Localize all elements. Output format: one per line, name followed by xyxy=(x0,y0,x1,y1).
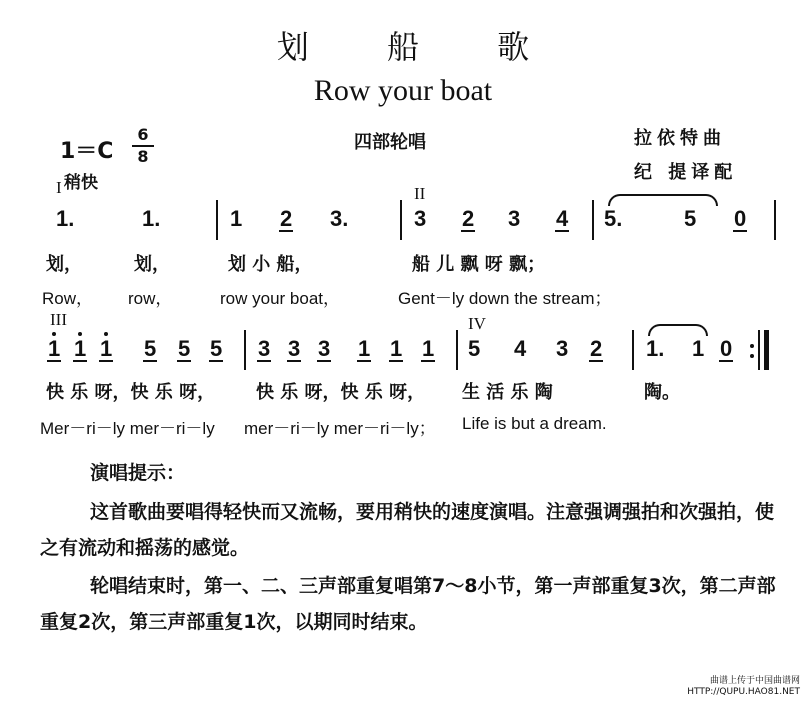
lyric-zh-6: 快 乐 呀，快 乐 呀， xyxy=(256,382,426,403)
note: 3 xyxy=(258,336,271,361)
lyric-en-5: Mer－ri－ly mer－ri－ly xyxy=(40,419,215,438)
note: 5 xyxy=(178,336,191,361)
lyric-zh-5: 快 乐 呀，快 乐 呀， xyxy=(46,382,216,403)
note: 1 xyxy=(74,336,87,361)
repeat-dot xyxy=(750,354,754,358)
part-marker-3: III xyxy=(50,310,67,329)
note: 1. xyxy=(646,336,665,361)
tie-arc xyxy=(608,194,718,206)
lyric-en-7: Life is but a dream. xyxy=(462,414,607,433)
lyric-en-3: row your boat， xyxy=(220,289,340,308)
performance-form: 四部轮唱 xyxy=(354,132,426,153)
note: 1 xyxy=(230,206,243,231)
lyric-zh-7: 生 活 乐 陶 xyxy=(462,382,553,403)
barline xyxy=(216,200,218,240)
note: 0 xyxy=(720,336,733,361)
barline xyxy=(244,330,246,370)
tips-paragraph-1: 这首歌曲要唱得轻快而又流畅，要用稍快的速度演唱。注意强调强拍和次强拍，使之有流动和摇荡的感觉。 xyxy=(40,501,775,559)
note: 4 xyxy=(514,336,527,361)
barline xyxy=(456,330,458,370)
note: 5 xyxy=(144,336,157,361)
lyric-zh-4: 船 儿 飘 呀 飘； xyxy=(412,254,546,275)
note: 1 xyxy=(422,336,435,361)
watermark-line-2: HTTP://QUPU.HAO81.NET xyxy=(687,687,800,697)
lyric-zh-2: 划， xyxy=(134,254,170,275)
lyric-en-1: Row， xyxy=(42,289,94,308)
note: 3 xyxy=(556,336,569,361)
barline xyxy=(774,200,776,240)
meter-numerator: 6 xyxy=(137,125,149,144)
lyric-en-6: mer－ri－ly mer－ri－ly； xyxy=(244,419,436,438)
time-signature xyxy=(132,126,154,166)
watermark-line-1: 曲谱上传于中国曲谱网 xyxy=(709,676,800,686)
note: 3. xyxy=(330,206,349,231)
lyric-zh-3: 划 小 船， xyxy=(228,254,313,275)
note: 5. xyxy=(604,206,623,231)
site-watermark xyxy=(687,676,800,698)
note: 4 xyxy=(556,206,569,231)
composer-credit: 拉依特曲 xyxy=(634,128,726,149)
note: 0 xyxy=(734,206,747,231)
note: 2 xyxy=(590,336,603,361)
note: 2 xyxy=(462,206,475,231)
lyric-en-2: row， xyxy=(128,289,173,308)
tips-heading: 演唱提示： xyxy=(90,462,186,484)
notation-line-1 xyxy=(44,200,786,240)
barline xyxy=(592,200,594,240)
barline xyxy=(400,200,402,240)
part-marker-2: II xyxy=(414,184,426,203)
note: 1 xyxy=(692,336,705,361)
final-barline xyxy=(764,330,769,370)
note: 3 xyxy=(318,336,331,361)
note: 3 xyxy=(508,206,521,231)
note: 3 xyxy=(414,206,427,231)
note: 5 xyxy=(468,336,481,361)
notation-line-2 xyxy=(44,330,786,370)
tie-arc xyxy=(648,324,708,336)
note: 1 xyxy=(358,336,371,361)
lyric-zh-8: 陶。 xyxy=(644,382,680,403)
meter-denominator: 8 xyxy=(137,147,149,166)
note: 5 xyxy=(210,336,223,361)
note: 3 xyxy=(288,336,301,361)
part-marker-1: I xyxy=(56,178,62,197)
arranger-credit: 纪 提译配 xyxy=(634,162,738,183)
song-title-chinese: 划 船 歌 xyxy=(276,28,564,66)
key-signature: 1＝C xyxy=(60,139,114,164)
note: 1 xyxy=(100,336,113,361)
note: 1. xyxy=(56,206,75,231)
note: 2 xyxy=(280,206,293,231)
note: 1 xyxy=(48,336,61,361)
note: 1. xyxy=(142,206,161,231)
barline xyxy=(758,330,760,370)
note: 1 xyxy=(390,336,403,361)
barline xyxy=(632,330,634,370)
lyric-zh-1: 划， xyxy=(46,254,82,275)
repeat-dot xyxy=(750,344,754,348)
tempo-marking: 稍快 xyxy=(64,173,98,193)
note: 5 xyxy=(684,206,697,231)
lyric-en-4: Gent－ly down the stream； xyxy=(398,289,612,308)
part-marker-4: IV xyxy=(468,314,486,333)
tips-paragraph-2: 轮唱结束时，第一、二、三声部重复唱第7～8小节，第一声部重复3次，第二声部重复2次，第三声部重复1次，以期同时结束。 xyxy=(40,575,776,633)
song-title-english: Row your boat xyxy=(313,74,493,107)
